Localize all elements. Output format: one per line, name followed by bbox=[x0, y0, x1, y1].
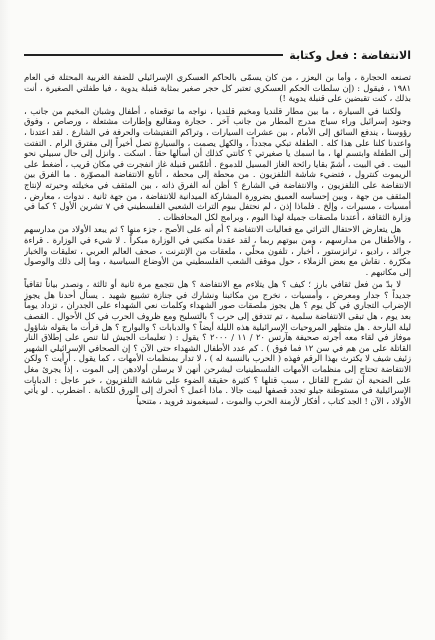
scan-shadow bbox=[0, 0, 10, 640]
header-rule bbox=[24, 54, 283, 56]
paragraph-2: ولكننا في السيارة ، ما بين مطار قلنديا ومخيم قلنديا ، نواجه ما توقعناه ، أطفال وشبان المخيم من جانب ، وجنود إسرائيل وراء سياج مدرج المطار من جانب آخر . حجارة ومقاليع وإطارات مشتعلة ، ورصاص ، وفوق رؤوسنا ، يندفع السائق إلى الأمام ، بين عشرات السيارات ، وتراكم التفتيشات والحرفة في الشارع . لقد اعتدنا ، واعتدنا كلنا على هذا كله . الطفلة تبكي مجدداً ، والكهل يصمت ، والسيارة تصل أخيراً إلى مفترق الرام . التفتت إلى الطفلة وابتسم لها ، ما اسمك يا صغيرتي ؟ كانتي كذلك أن أسألها حقاً . اسكت . وانزل إلى حال سبيلي نحو البيت . في البيت ، أشمّ بقايا رائحة الغاز المسيل للدموع . أتلمّس قنبلة غاز انفجرت في مكان قريب ، أضغط على الريموت كنترول ، فتضيء شاشة التلفزيون . من محطة إلى محطة ، أتابع الانتفاضة المصوّرة . ما الفرق بين الانتفاضة على التلفزيون ، والانتفاضة في الشارع ؟ أظن أنه الفرق ذاته ، بين المثقف في مخيلته وحيرته لإنتاج المثقف من جهة ، وبين إحساسه العميق بضرورة المشاركة الميدانية للانتفاضة ، من جهة ثانية . ندوات ، معارض ، أمسيات ، مسيرات ، وإلخ . فلماذا إذن ، لم نحتفل بيوم التراث الشعبي الفلسطيني في ٧ تشرين الأول ؟ كما في وزارة الثقافة ، أعتدنا ملصقات جميلة لهذا اليوم ، وبرامج لكل المحافظات . bbox=[24, 105, 411, 222]
paragraph-1: تصنعه الحجارة ، وأما بن اليعزر ، من كان يسمّى بالحاكم العسكري الإسرائيلي للضفة الغربية المحتلة في العام ١٩٨١ ، فيقول : (إن سلطات الحكم العسكري تعتبر كل حجر صغير بمثابة قنبلة يدوية ، فيا طفلتي الصغيرة ، أنت بذلك ، كنت تقبضين على قنبلة يدوية !) bbox=[24, 72, 411, 104]
paragraph-3: هل يتعارض الاحتفال التراثي مع فعاليات الانتفاضة ؟ أم أنه على الأصح ، جزء منها ؟ ثم يبعد الأولاد من مدارسهم ، والأطفال من مدارسهم ، ومن بيوتهم ربما ، لقد عقدنا مكتبي في الوزارة مبكراً . لا شيء في الوزارة . قراءة جرائد ، راديو ، ترانزستور ، أخبار ، تلفون محلّي ، ملعقات من الإنترنت ، صحف العالم العربي ، تعليقات والخبار مكرّرة . نقاش مع بعض الزملاء ، حول موقف الشعب الفلسطيني من الأوضاع السياسية ، وما إلى ذلك والوصول إلى مكاتبهم . bbox=[24, 224, 411, 277]
page-header bbox=[24, 47, 411, 63]
page-body bbox=[24, 72, 411, 630]
section-title: الانتفاضة : فعل وكتابة bbox=[289, 48, 411, 62]
paragraph-4: لا بدّ من فعل ثقافي بارز ؛ كيف ؟ هل يتلاءم مع الانتفاضة ؟ هل نتجمع مرة ثانية أو ثالثة ، ونصدر بياناً ثقافياً جديداً ؟ جدار ومعرض ، وأمسيات ، نخرج من مكاتبنا ونشارك في جنازة تشييع شهيد . يسأل أحدنا هل يجوز الإضراب التجاري في كل يوم ؟ هل يجوز ملصقات صور الشهداء وكلمات نعي الشهداء على الجدران ، تزداد يوماً بعد يوم ، هل تبقى الانتفاضة سلمية ، تم تتدفق إلى حرب ؟ بالتسليح ومع ظروف الحرب في كل الأحوال . القصف ليلة البارحة . هل متظهر المروحيات الإسرائيلية هذه الليلة أيضاً ؟ والدبابات ؟ والبوارج ؟ هل قرأت ما يقوله شاؤول موفاز في لقاء معه أجرته صحيفة هآرتس ٢٠ / ١١ / ٢٠٠٠ ؟ يقول : ( تعليمات الجيش لنا تنص على إطلاق النار القاتلة على من هم في سن ١٢ فما فوق ) . كم عدد الأطفال الشهداء حتى الآن ؟ إن الصحافي الإسرائيلي الشهير زئيف شيف لا يكترث بهذا الرقم فهذه ( الحرب بالنسبة له ) ، لا تدار بمنظمات الأمهات ، كما يقول . أرأيت ؟ ولكن الانتفاضة تحتاج إلى منظمات الأمهات الفلسطينيات ليشرحن أنهن لا يرسلن أولادهن إلى الموت ، إذاً يجرئ مغل على الضحية أن تشرح للقاتل ، سبب قتلها ؟ كثيرة حقيقة الضوء على شاشة التلفزيون ، خبر عاجل : الدبابات الإسرائيلية في مستوطنة جيلو تجدد قصفها لبيت جالا . ماذا أعمل ؟ أتحرك إلى الورق للكتابة . اضطرب . لو يأتي الأولاد ، الآن ! الجد كتاب ، أفكار لأزمنة الحرب والموت ، لسيغموند فرويد ، متنحياً bbox=[24, 279, 411, 406]
